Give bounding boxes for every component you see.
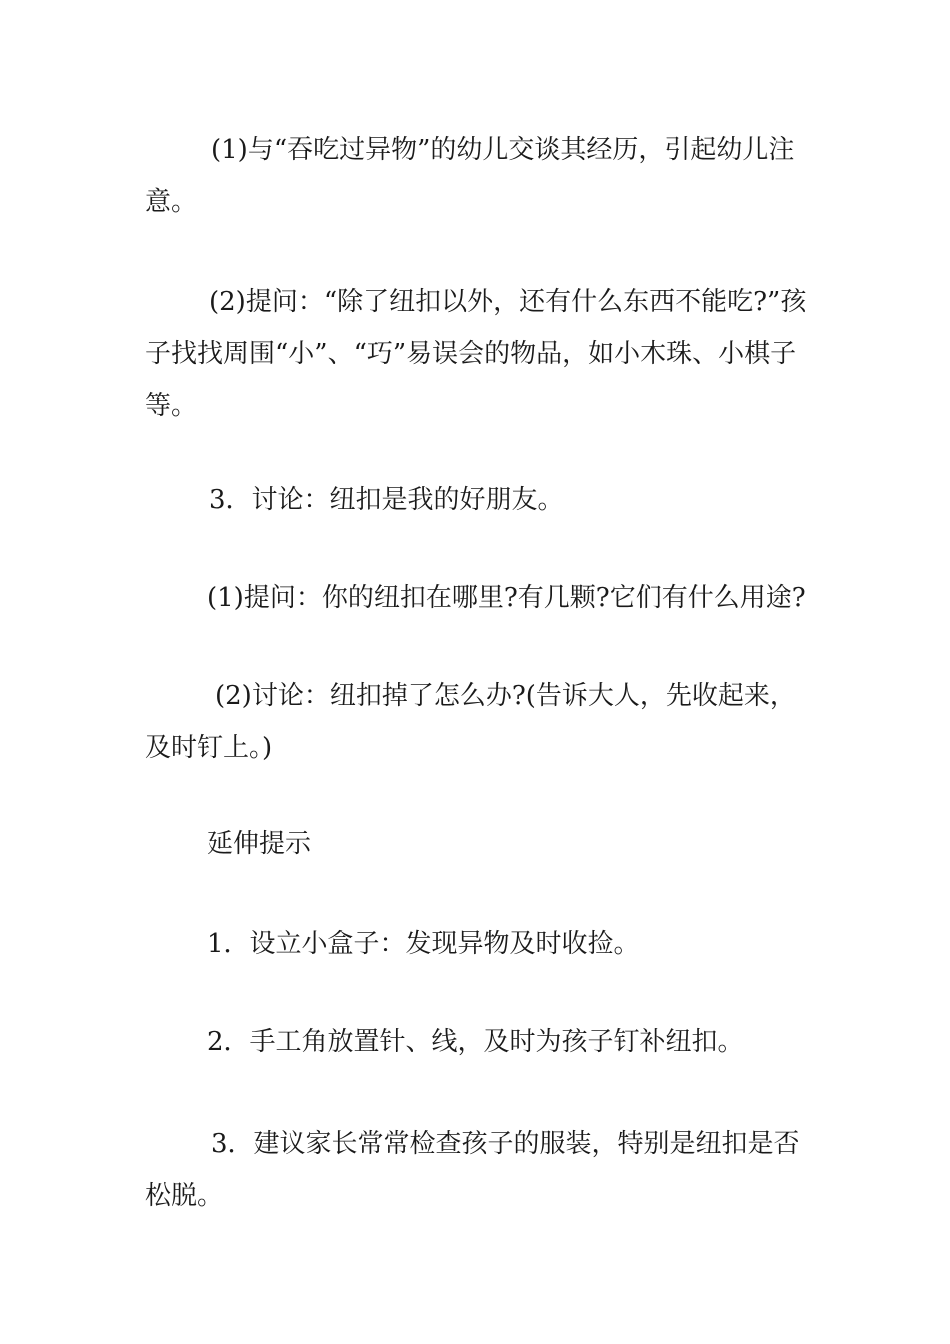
paragraph-8-text: 2．手工角放置针、线，及时为孩子钉补纽扣。 xyxy=(207,1027,744,1057)
paragraph-5-text: (2)讨论：纽扣掉了怎么办?(告诉大人，先收起来，及时钉上。) xyxy=(145,681,796,763)
paragraph-8 xyxy=(145,1016,810,1068)
paragraph-5 xyxy=(145,670,810,774)
paragraph-1 xyxy=(145,124,810,228)
paragraph-3 xyxy=(145,474,810,526)
section-heading xyxy=(145,818,810,870)
paragraph-4 xyxy=(145,572,810,624)
paragraph-9 xyxy=(145,1118,810,1222)
paragraph-1-text: (1)与“吞吃过异物”的幼儿交谈其经历，引起幼儿注意。 xyxy=(145,135,795,217)
section-heading-text: 延伸提示 xyxy=(207,829,312,859)
paragraph-7 xyxy=(145,918,810,970)
paragraph-2 xyxy=(145,276,810,432)
paragraph-4-text: (1)提问：你的纽扣在哪里?有几颗?它们有什么用途? xyxy=(207,583,806,613)
paragraph-9-text: 3．建议家长常常检查孩子的服装，特别是纽扣是否松脱。 xyxy=(145,1129,800,1211)
paragraph-2-text: (2)提问：“除了纽扣以外，还有什么东西不能吃?”孩子找找周围“小”、“巧”易误会的物品，如小木珠、小棋子等。 xyxy=(145,287,807,421)
paragraph-7-text: 1．设立小盒子：发现异物及时收捡。 xyxy=(207,929,640,959)
paragraph-3-text: 3．讨论：纽扣是我的好朋友。 xyxy=(209,485,564,515)
